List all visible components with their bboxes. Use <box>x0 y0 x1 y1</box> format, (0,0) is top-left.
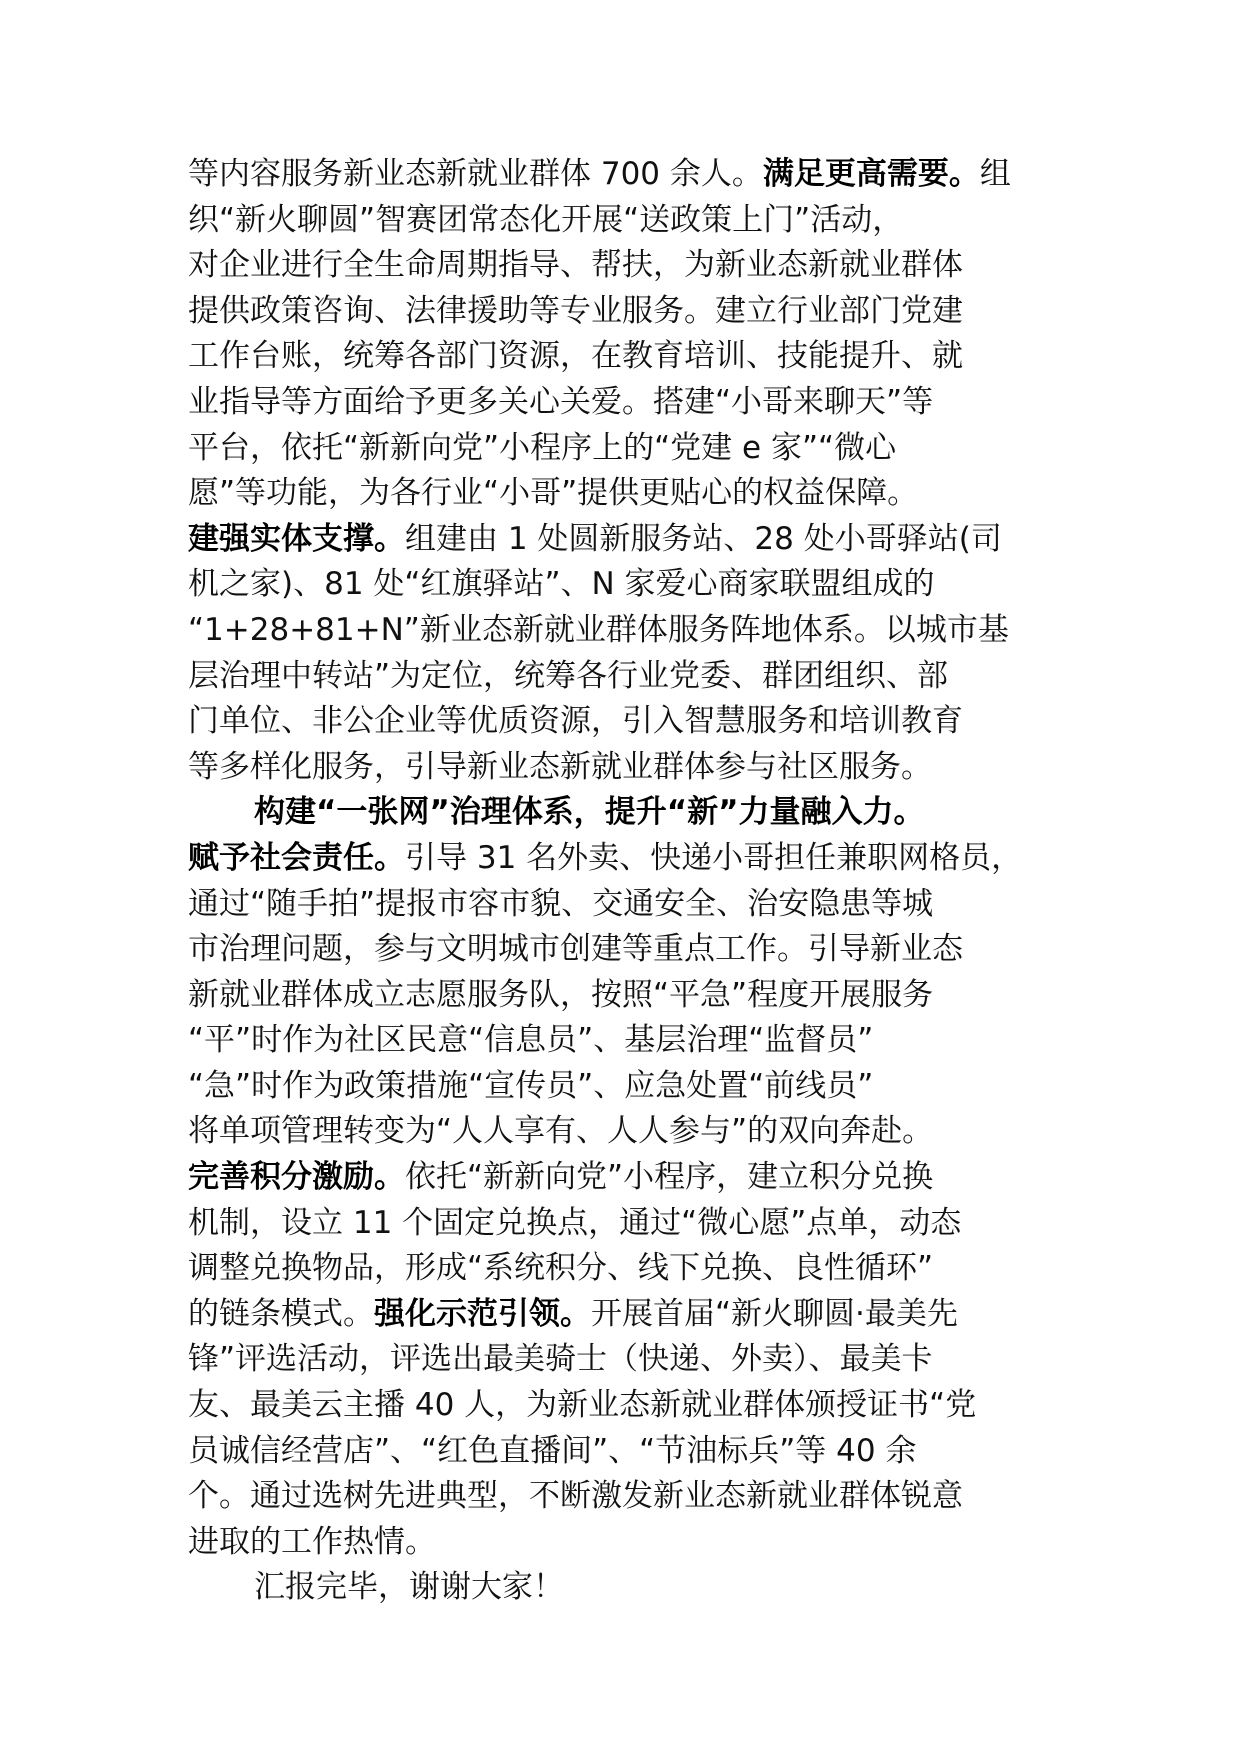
body-text: 业指导等方面给予更多关心关爱。搭建“小哥来聊天”等 <box>188 383 934 420</box>
text-line <box>188 1155 1058 1201</box>
text-line <box>188 836 1058 882</box>
body-text: 等多样化服务，引导新业态新就业群体参与社区服务。 <box>188 748 932 785</box>
body-text: 锋”评选活动，评选出最美骑士（快递、外卖）、最美卡 <box>188 1341 933 1378</box>
body-text: “急”时作为政策措施“宣传员”、应急处置“前线员” <box>188 1067 874 1104</box>
text-line <box>188 745 1058 791</box>
body-text: 组建由 1 处圆新服务站、28 处小哥驿站(司 <box>405 520 1002 557</box>
body-text: 通过“随手拍”提报市容市貌、交通安全、治安隐患等城 <box>188 885 934 922</box>
body-text: 新就业群体成立志愿服务队，按照“平急”程度开展服务 <box>188 976 934 1013</box>
text-line <box>188 1064 1058 1110</box>
body-text: 平台，依托“新新向党”小程序上的“党建 e 家”“微心 <box>188 429 897 466</box>
text-line <box>188 334 1058 380</box>
text-line <box>188 1337 1058 1383</box>
body-text: 层治理中转站”为定位，统筹各行业党委、群团组织、部 <box>188 657 949 694</box>
text-line <box>188 380 1058 426</box>
body-text: 员诚信经营店”、“红色直播间”、“节油标兵”等 40 余 <box>188 1432 917 1469</box>
text-line <box>188 471 1058 517</box>
text-line <box>188 198 1058 244</box>
text-line <box>188 1201 1058 1247</box>
bold-heading-text: 满足更高需要。 <box>762 156 980 192</box>
body-text: “1+28+81+N”新业态新就业群体服务阵地体系。以城市基 <box>188 611 1009 648</box>
text-line <box>188 152 1058 198</box>
body-text: 织“新火聊圆”智赛团常态化开展“送政策上门”活动， <box>188 201 904 238</box>
body-text: 机制，设立 11 个固定兑换点，通过“微心愿”点单，动态 <box>188 1204 962 1241</box>
text-line <box>188 654 1058 700</box>
bold-heading-text: 赋予社会责任。 <box>188 839 405 876</box>
body-text: 友、最美云主播 40 人，为新业态新就业群体颁授证书“党 <box>188 1387 977 1424</box>
body-text: 对企业进行全生命周期指导、帮扶，为新业态新就业群体 <box>188 247 963 284</box>
text-line <box>188 882 1058 928</box>
body-text: 工作台账，统筹各部门资源，在教育培训、技能提升、就 <box>188 338 963 375</box>
body-text: 的链条模式。 <box>188 1295 374 1332</box>
body-text: 个。通过选树先进典型，不断激发新业态新就业群体锐意 <box>188 1478 963 1515</box>
text-line <box>188 562 1058 608</box>
paragraph-service-content <box>188 152 1058 790</box>
bold-heading-text: 建强实体支撑。 <box>188 520 405 557</box>
bold-heading-text: 完善积分激励。 <box>188 1159 405 1196</box>
body-text: 开展首届“新火聊圆·最美先 <box>591 1295 958 1332</box>
body-text: 依托“新新向党”小程序，建立积分兑换 <box>405 1159 934 1196</box>
text-line <box>188 243 1058 289</box>
text-line <box>188 517 1058 563</box>
body-text: 机之家)、81 处“红旗驿站”、N 家爱心商家联盟组成的 <box>188 566 935 603</box>
bold-heading-text: 构建“一张网”治理体系，提升“新”力量融入力。 <box>254 794 925 831</box>
text-line <box>188 1292 1058 1338</box>
text-line <box>188 289 1058 335</box>
text-line <box>188 1018 1058 1064</box>
body-text: 组 <box>979 156 1011 192</box>
body-text: 愿”等功能，为各行业“小哥”提供更贴心的权益保障。 <box>188 475 919 512</box>
document-body <box>188 152 1058 1611</box>
text-line <box>188 608 1058 654</box>
closing-remark: 汇报完毕，谢谢大家！ <box>254 1569 564 1606</box>
body-text: 进取的工作热情。 <box>188 1523 436 1560</box>
body-text: “平”时作为社区民意“信息员”、基层治理“监督员” <box>188 1022 874 1059</box>
body-text: 提供政策咨询、法律援助等专业服务。建立行业部门党建 <box>188 292 963 329</box>
text-line <box>188 699 1058 745</box>
text-line <box>188 1246 1058 1292</box>
text-line <box>188 1520 1058 1566</box>
body-text: 门单位、非公企业等优质资源，引入智慧服务和培训教育 <box>188 703 963 740</box>
body-text: 调整兑换物品，形成“系统积分、线下兑换、良性循环” <box>188 1250 934 1287</box>
text-line <box>188 1474 1058 1520</box>
body-text: 市治理问题，参与文明城市创建等重点工作。引导新业态 <box>188 931 963 968</box>
text-line <box>188 426 1058 472</box>
text-line <box>188 1383 1058 1429</box>
body-text: 将单项管理转变为“人人享有、人人参与”的双向奔赴。 <box>188 1113 934 1150</box>
text-line <box>188 927 1058 973</box>
text-line <box>188 973 1058 1019</box>
paragraph-governance-network <box>188 790 1058 1565</box>
text-line <box>188 790 1058 836</box>
text-line <box>188 1109 1058 1155</box>
paragraph-closing <box>188 1565 1058 1611</box>
bold-heading-text: 强化示范引领。 <box>374 1295 591 1332</box>
body-text: 引导 31 名外卖、快递小哥担任兼职网格员， <box>405 839 1023 876</box>
text-line <box>188 1429 1058 1475</box>
body-text: 等内容服务新业态新就业群体 700 余人。 <box>188 156 763 192</box>
